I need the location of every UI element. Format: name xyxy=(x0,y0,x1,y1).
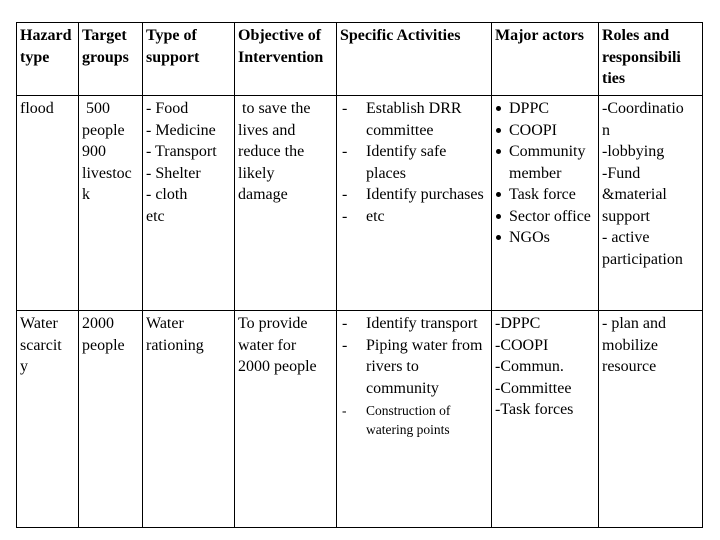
activity-list xyxy=(340,313,488,439)
header-row xyxy=(17,23,703,96)
table-row-flood xyxy=(17,96,703,311)
list-item: DPPC xyxy=(495,98,595,120)
list-item: Sector office xyxy=(495,206,595,228)
header-roles: Roles and responsibili ties xyxy=(599,23,703,96)
cell-activities xyxy=(337,311,492,528)
cell-target: 500 people 900 livestoc k xyxy=(79,96,143,311)
header-major-actors: Major actors xyxy=(492,23,599,96)
response-plan-table xyxy=(16,22,703,528)
cell-activities xyxy=(337,96,492,311)
cell-support: Water rationing xyxy=(143,311,235,528)
cell-roles: - plan and mobilize resource xyxy=(599,311,703,528)
list-item: COOPI xyxy=(495,120,595,142)
list-item: Community member xyxy=(495,141,595,184)
header-specific-activities: Specific Activities xyxy=(337,23,492,96)
cell-hazard: Water scarcit y xyxy=(17,311,79,528)
list-item: - Piping water from rivers to community xyxy=(340,335,488,400)
cell-actors xyxy=(492,96,599,311)
cell-support: - Food - Medicine - Transport - Shelter - cloth etc xyxy=(143,96,235,311)
cell-objective: To provide water for 2000 people xyxy=(235,311,337,528)
list-item: NGOs xyxy=(495,227,595,249)
cell-roles: -Coordinatio n -lobbying -Fund &material support - active participation xyxy=(599,96,703,311)
cell-actors: -DPPC -COOPI -Commun. -Committee -Task forces xyxy=(492,311,599,528)
header-target-groups: Target groups xyxy=(79,23,143,96)
cell-target: 2000 people xyxy=(79,311,143,528)
list-item: - Establish DRR committee xyxy=(340,98,488,141)
list-item: - Construction of watering points xyxy=(340,401,488,439)
header-type-of-support: Type of support xyxy=(143,23,235,96)
cell-hazard: flood xyxy=(17,96,79,311)
cell-objective: to save the lives and reduce the likely damage xyxy=(235,96,337,311)
list-item: - Identify safe places xyxy=(340,141,488,184)
header-objective: Objective of Intervention xyxy=(235,23,337,96)
list-item: - Identify purchases xyxy=(340,184,488,206)
activity-list xyxy=(340,98,488,227)
list-item: - Identify transport xyxy=(340,313,488,335)
actor-list xyxy=(495,98,595,249)
list-item: - etc xyxy=(340,206,488,228)
table-row-water-scarcity xyxy=(17,311,703,528)
header-hazard-type: Hazard type xyxy=(17,23,79,96)
list-item: Task force xyxy=(495,184,595,206)
